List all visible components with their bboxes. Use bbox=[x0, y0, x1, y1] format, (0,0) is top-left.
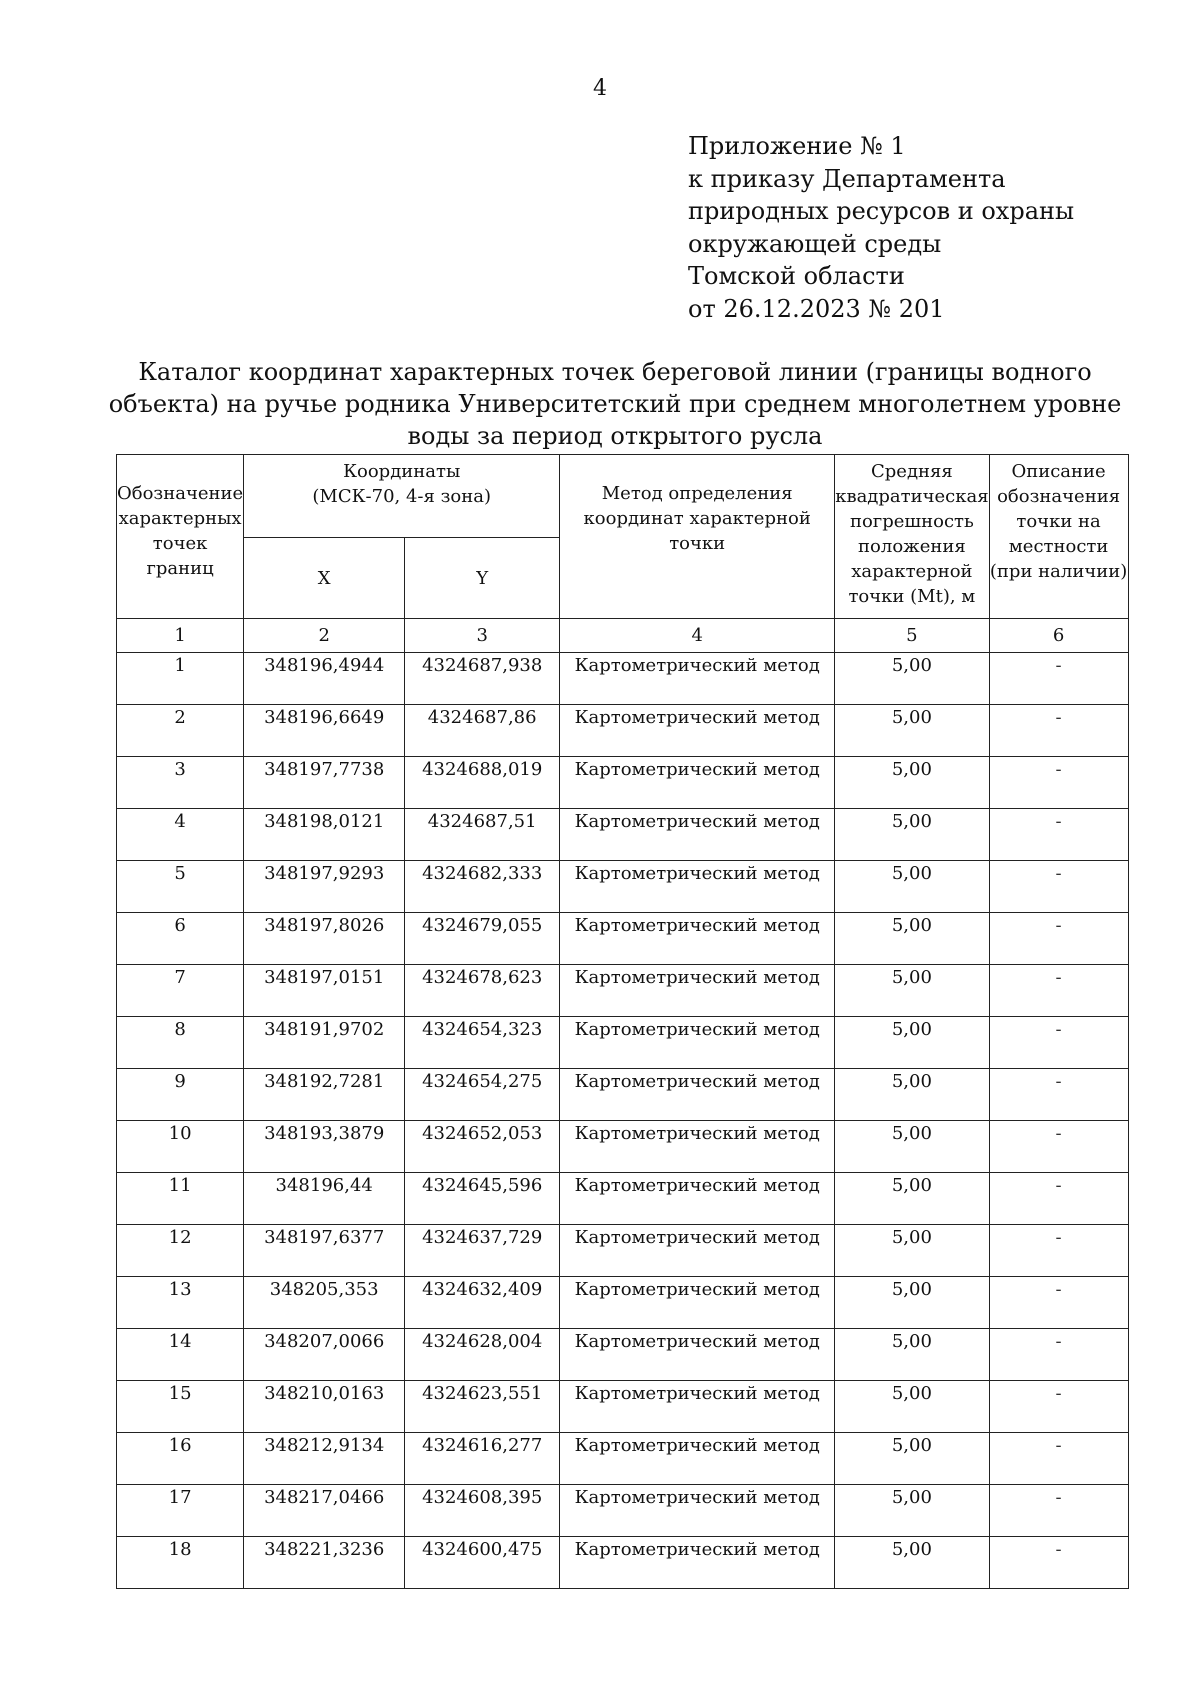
cell-point-number: 10 bbox=[117, 1121, 244, 1173]
cell-y-coordinate: 4324679,055 bbox=[405, 913, 560, 965]
cell-method: Картометрический метод bbox=[560, 965, 835, 1017]
cell-x-coordinate: 348196,6649 bbox=[244, 705, 405, 757]
cell-description: - bbox=[989, 653, 1128, 705]
cell-y-coordinate: 4324652,053 bbox=[405, 1121, 560, 1173]
cell-error: 5,00 bbox=[835, 861, 989, 913]
cell-point-number: 15 bbox=[117, 1381, 244, 1433]
table-row bbox=[117, 1381, 1129, 1433]
column-number: 3 bbox=[405, 619, 560, 653]
cell-point-number: 12 bbox=[117, 1225, 244, 1277]
cell-error: 5,00 bbox=[835, 1225, 989, 1277]
cell-error: 5,00 bbox=[835, 1069, 989, 1121]
cell-y-coordinate: 4324688,019 bbox=[405, 757, 560, 809]
table-header-row bbox=[117, 455, 1129, 538]
table-row bbox=[117, 861, 1129, 913]
cell-x-coordinate: 348205,353 bbox=[244, 1277, 405, 1329]
cell-x-coordinate: 348197,8026 bbox=[244, 913, 405, 965]
cell-y-coordinate: 4324687,86 bbox=[405, 705, 560, 757]
table-row bbox=[117, 1537, 1129, 1589]
header-text: точки bbox=[669, 533, 726, 554]
header-text: квадратическая bbox=[835, 486, 989, 507]
cell-description: - bbox=[989, 1069, 1128, 1121]
cell-error: 5,00 bbox=[835, 1121, 989, 1173]
table-row bbox=[117, 705, 1129, 757]
column-number: 4 bbox=[560, 619, 835, 653]
table-row bbox=[117, 965, 1129, 1017]
header-text: обозначения bbox=[997, 486, 1121, 507]
cell-point-number: 5 bbox=[117, 861, 244, 913]
header-text: точки на bbox=[1016, 511, 1101, 532]
cell-method: Картометрический метод bbox=[560, 1069, 835, 1121]
cell-x-coordinate: 348196,44 bbox=[244, 1173, 405, 1225]
cell-description: - bbox=[989, 1485, 1128, 1537]
column-number: 1 bbox=[117, 619, 244, 653]
table-row bbox=[117, 1277, 1129, 1329]
coordinates-catalog-table bbox=[116, 454, 1129, 1589]
cell-method: Картометрический метод bbox=[560, 653, 835, 705]
header-text: (МСК-70, 4-я зона) bbox=[312, 486, 491, 507]
cell-method: Картометрический метод bbox=[560, 1173, 835, 1225]
appendix-line: Приложение № 1 bbox=[688, 132, 906, 160]
header-text: (при наличии) bbox=[989, 561, 1128, 582]
cell-y-coordinate: 4324678,623 bbox=[405, 965, 560, 1017]
cell-error: 5,00 bbox=[835, 1537, 989, 1589]
cell-error: 5,00 bbox=[835, 809, 989, 861]
cell-y-coordinate: 4324682,333 bbox=[405, 861, 560, 913]
cell-point-number: 16 bbox=[117, 1433, 244, 1485]
table-row bbox=[117, 1069, 1129, 1121]
header-text: положения bbox=[858, 536, 966, 557]
appendix-line: окружающей среды bbox=[688, 229, 942, 258]
table-row bbox=[117, 1173, 1129, 1225]
column-number: 5 bbox=[835, 619, 989, 653]
cell-y-coordinate: 4324600,475 bbox=[405, 1537, 560, 1589]
cell-point-number: 11 bbox=[117, 1173, 244, 1225]
header-text: точек bbox=[152, 533, 208, 554]
appendix-line: Томской области bbox=[688, 262, 905, 290]
cell-y-coordinate: 4324637,729 bbox=[405, 1225, 560, 1277]
cell-point-number: 4 bbox=[117, 809, 244, 861]
cell-x-coordinate: 348221,3236 bbox=[244, 1537, 405, 1589]
cell-y-coordinate: 4324616,277 bbox=[405, 1433, 560, 1485]
cell-error: 5,00 bbox=[835, 913, 989, 965]
cell-point-number: 8 bbox=[117, 1017, 244, 1069]
cell-x-coordinate: 348217,0466 bbox=[244, 1485, 405, 1537]
cell-x-coordinate: 348198,0121 bbox=[244, 809, 405, 861]
cell-method: Картометрический метод bbox=[560, 1277, 835, 1329]
cell-x-coordinate: 348197,0151 bbox=[244, 965, 405, 1017]
cell-description: - bbox=[989, 1121, 1128, 1173]
cell-x-coordinate: 348197,7738 bbox=[244, 757, 405, 809]
header-text: Описание bbox=[1011, 461, 1106, 482]
document-title bbox=[100, 356, 1130, 452]
cell-point-number: 1 bbox=[117, 653, 244, 705]
cell-description: - bbox=[989, 1017, 1128, 1069]
title-line: Каталог координат характерных точек береговой линии (границы водного bbox=[138, 358, 1092, 386]
table-row bbox=[117, 1225, 1129, 1277]
cell-point-number: 9 bbox=[117, 1069, 244, 1121]
page-number: 4 bbox=[593, 76, 607, 101]
table-row bbox=[117, 1017, 1129, 1069]
cell-y-coordinate: 4324654,275 bbox=[405, 1069, 560, 1121]
cell-description: - bbox=[989, 913, 1128, 965]
header-coordinates bbox=[244, 455, 560, 538]
cell-point-number: 2 bbox=[117, 705, 244, 757]
header-text: характерных bbox=[118, 508, 242, 529]
cell-x-coordinate: 348197,6377 bbox=[244, 1225, 405, 1277]
cell-description: - bbox=[989, 1433, 1128, 1485]
header-text: координат характерной bbox=[583, 508, 811, 529]
cell-point-number: 7 bbox=[117, 965, 244, 1017]
cell-description: - bbox=[989, 1329, 1128, 1381]
cell-y-coordinate: 4324645,596 bbox=[405, 1173, 560, 1225]
cell-point-number: 3 bbox=[117, 757, 244, 809]
table-row bbox=[117, 1485, 1129, 1537]
cell-y-coordinate: 4324623,551 bbox=[405, 1381, 560, 1433]
cell-method: Картометрический метод bbox=[560, 705, 835, 757]
cell-method: Картометрический метод bbox=[560, 913, 835, 965]
column-number: 2 bbox=[244, 619, 405, 653]
cell-point-number: 14 bbox=[117, 1329, 244, 1381]
cell-error: 5,00 bbox=[835, 705, 989, 757]
header-error bbox=[835, 455, 989, 619]
header-designation bbox=[117, 455, 244, 619]
header-text: Обозначение bbox=[117, 483, 244, 504]
header-y: Y bbox=[405, 538, 560, 619]
cell-description: - bbox=[989, 1173, 1128, 1225]
cell-point-number: 18 bbox=[117, 1537, 244, 1589]
cell-x-coordinate: 348196,4944 bbox=[244, 653, 405, 705]
cell-error: 5,00 bbox=[835, 965, 989, 1017]
cell-description: - bbox=[989, 1225, 1128, 1277]
cell-y-coordinate: 4324632,409 bbox=[405, 1277, 560, 1329]
table-row bbox=[117, 1433, 1129, 1485]
cell-x-coordinate: 348197,9293 bbox=[244, 861, 405, 913]
cell-method: Картометрический метод bbox=[560, 1017, 835, 1069]
cell-method: Картометрический метод bbox=[560, 757, 835, 809]
cell-description: - bbox=[989, 809, 1128, 861]
header-text: точки (Mt), м bbox=[848, 586, 976, 607]
cell-method: Картометрический метод bbox=[560, 1485, 835, 1537]
cell-x-coordinate: 348210,0163 bbox=[244, 1381, 405, 1433]
title-line: воды за период открытого русла bbox=[407, 422, 823, 450]
cell-error: 5,00 bbox=[835, 1485, 989, 1537]
cell-y-coordinate: 4324628,004 bbox=[405, 1329, 560, 1381]
column-number: 6 bbox=[989, 619, 1128, 653]
cell-y-coordinate: 4324608,395 bbox=[405, 1485, 560, 1537]
table-row bbox=[117, 1329, 1129, 1381]
appendix-line: природных ресурсов и охраны bbox=[688, 197, 1075, 225]
table-row bbox=[117, 913, 1129, 965]
appendix-line: от 26.12.2023 № 201 bbox=[688, 294, 945, 323]
header-text: погрешность bbox=[849, 511, 974, 532]
cell-description: - bbox=[989, 1537, 1128, 1589]
cell-error: 5,00 bbox=[835, 757, 989, 809]
header-text: местности bbox=[1008, 536, 1109, 557]
appendix-line: к приказу Департамента bbox=[688, 164, 1006, 193]
cell-point-number: 17 bbox=[117, 1485, 244, 1537]
cell-point-number: 6 bbox=[117, 913, 244, 965]
cell-description: - bbox=[989, 965, 1128, 1017]
cell-error: 5,00 bbox=[835, 1277, 989, 1329]
cell-error: 5,00 bbox=[835, 653, 989, 705]
cell-description: - bbox=[989, 757, 1128, 809]
cell-description: - bbox=[989, 861, 1128, 913]
cell-error: 5,00 bbox=[835, 1433, 989, 1485]
header-description bbox=[989, 455, 1128, 619]
cell-method: Картометрический метод bbox=[560, 1537, 835, 1589]
cell-x-coordinate: 348212,9134 bbox=[244, 1433, 405, 1485]
table-row bbox=[117, 1121, 1129, 1173]
header-text: границ bbox=[146, 558, 214, 579]
title-line: объекта) на ручье родника Университетский при среднем многолетнем уровне bbox=[108, 390, 1122, 418]
column-numbers-row bbox=[117, 619, 1129, 653]
header-x: X bbox=[244, 538, 405, 619]
cell-method: Картометрический метод bbox=[560, 809, 835, 861]
cell-y-coordinate: 4324687,938 bbox=[405, 653, 560, 705]
table-row bbox=[117, 653, 1129, 705]
table-row bbox=[117, 809, 1129, 861]
cell-x-coordinate: 348191,9702 bbox=[244, 1017, 405, 1069]
header-text: Координаты bbox=[343, 461, 461, 482]
cell-method: Картометрический метод bbox=[560, 1121, 835, 1173]
cell-y-coordinate: 4324654,323 bbox=[405, 1017, 560, 1069]
cell-error: 5,00 bbox=[835, 1173, 989, 1225]
cell-point-number: 13 bbox=[117, 1277, 244, 1329]
cell-error: 5,00 bbox=[835, 1381, 989, 1433]
cell-description: - bbox=[989, 705, 1128, 757]
cell-error: 5,00 bbox=[835, 1017, 989, 1069]
appendix-reference bbox=[688, 130, 1074, 325]
cell-method: Картометрический метод bbox=[560, 1329, 835, 1381]
cell-x-coordinate: 348207,0066 bbox=[244, 1329, 405, 1381]
cell-description: - bbox=[989, 1277, 1128, 1329]
header-text: характерной bbox=[851, 561, 973, 582]
cell-description: - bbox=[989, 1381, 1128, 1433]
cell-x-coordinate: 348193,3879 bbox=[244, 1121, 405, 1173]
cell-method: Картометрический метод bbox=[560, 1381, 835, 1433]
header-text: Средняя bbox=[871, 461, 953, 482]
cell-method: Картометрический метод bbox=[560, 1225, 835, 1277]
header-method bbox=[560, 455, 835, 619]
cell-y-coordinate: 4324687,51 bbox=[405, 809, 560, 861]
cell-method: Картометрический метод bbox=[560, 861, 835, 913]
cell-method: Картометрический метод bbox=[560, 1433, 835, 1485]
cell-x-coordinate: 348192,7281 bbox=[244, 1069, 405, 1121]
header-text: Метод определения bbox=[601, 483, 793, 504]
table-row bbox=[117, 757, 1129, 809]
cell-error: 5,00 bbox=[835, 1329, 989, 1381]
